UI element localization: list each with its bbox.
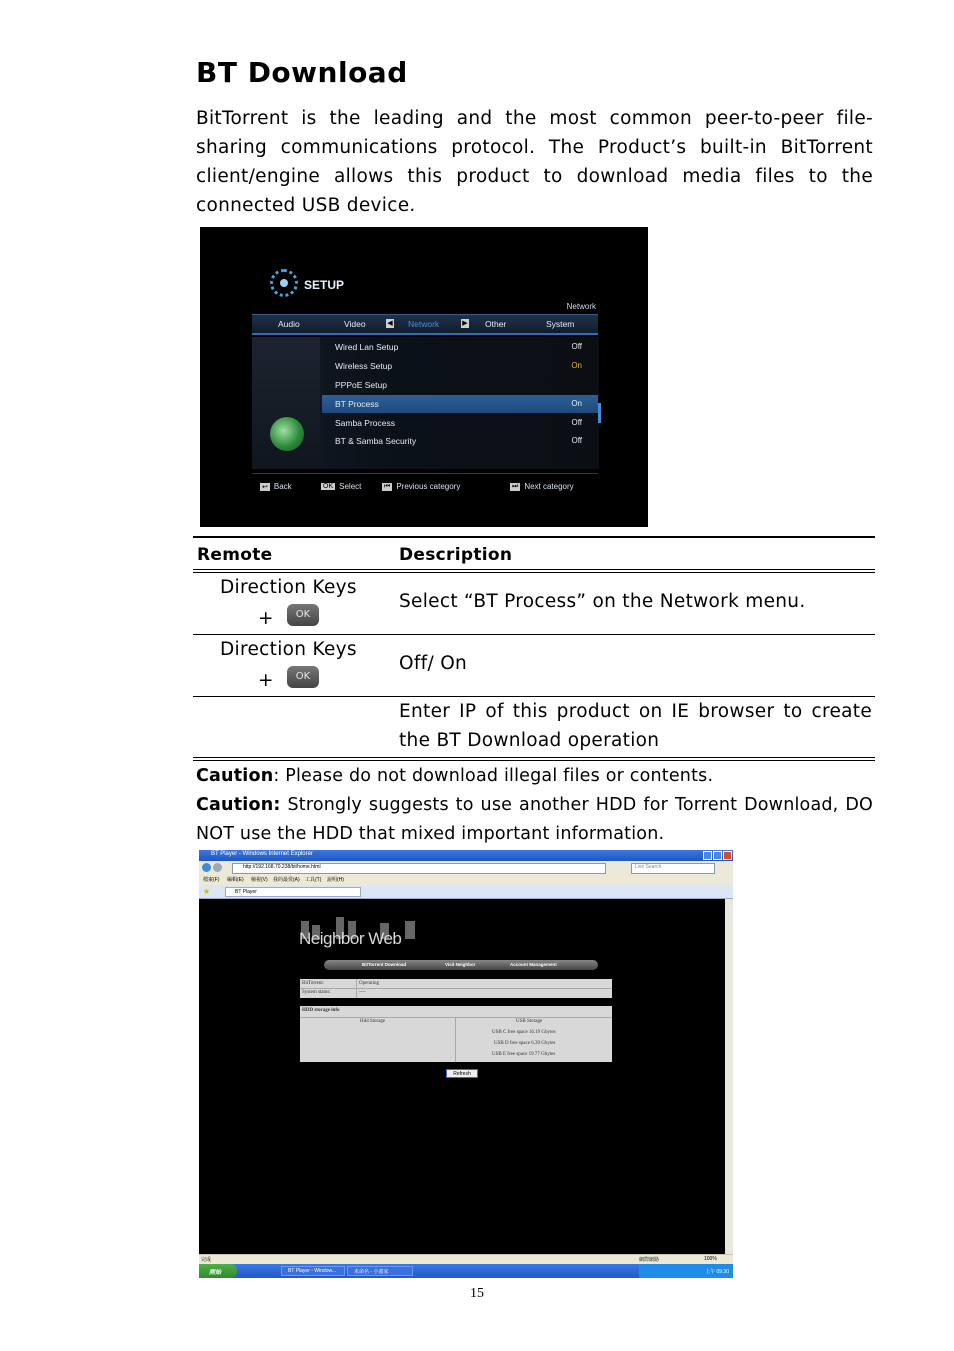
forward-arrow-icon[interactable] [213, 863, 222, 872]
row-label: PPPoE Setup [335, 380, 387, 390]
taskbar-item-paint[interactable] [347, 1266, 413, 1276]
chevron-left-icon: ◀ [387, 319, 393, 327]
page-heading: BT Download [196, 56, 408, 89]
windows-taskbar [199, 1264, 733, 1278]
minimize-icon[interactable] [703, 851, 712, 860]
browser-tab-bar [199, 885, 733, 899]
row2-description: Off/ On [399, 653, 468, 674]
table-bottom-rule [193, 757, 875, 758]
row-label: BT Process [335, 399, 379, 409]
caution-hdd [196, 791, 873, 849]
footer-next [510, 482, 574, 491]
zoom-level[interactable]: 100% [704, 1256, 717, 1262]
table-row-rule [193, 634, 875, 635]
setup-row-pppoe[interactable] [322, 376, 598, 394]
row3-description-line1: Enter IP of this product on IE browser to create [399, 701, 872, 722]
nav-bittorrent-download[interactable]: BitTorrent Download [362, 962, 407, 967]
row-value: On [571, 361, 582, 370]
browser-tab[interactable] [225, 887, 361, 897]
row2-remote: Direction Keys [220, 639, 357, 660]
row1-description: Select “BT Process” on the Network menu. [399, 591, 806, 612]
row1-plus: + [258, 608, 274, 629]
usb-space: USB E free space 19.77 Gbytes [492, 1052, 556, 1057]
row-value: On [571, 399, 582, 408]
nav-visit-neighbor[interactable]: Visit Neighbor [445, 962, 476, 967]
row-label: Wireless Setup [335, 361, 393, 371]
setup-row-bt-samba-security[interactable] [322, 432, 598, 450]
search-placeholder: Live Search [635, 864, 662, 870]
network-globe-icon [270, 417, 304, 451]
next-icon: ⏭ [512, 482, 519, 490]
setup-row-wired-lan[interactable] [322, 338, 598, 356]
table-row-rule [193, 696, 875, 697]
row-value: Off [571, 342, 582, 351]
table-header-description: Description [399, 545, 513, 565]
search-input[interactable] [631, 863, 715, 874]
row1-remote: Direction Keys [220, 577, 357, 598]
menu-favorites[interactable]: 我的最愛(A) [273, 877, 300, 883]
neighbor-web-logo: Neighbor Web [299, 929, 402, 948]
caution-label: Caution [196, 766, 274, 786]
footer-next-label: Next category [524, 482, 574, 491]
ok-icon: OK [323, 483, 334, 491]
taskbar-item-browser[interactable] [281, 1266, 345, 1276]
status-value: Operating [359, 981, 379, 986]
menu-tools[interactable]: 工具(T) [305, 877, 322, 883]
menu-file[interactable]: 檔案(F) [203, 877, 220, 883]
row3-description-line2: the BT Download operation [399, 730, 660, 751]
table-header-remote: Remote [197, 545, 273, 565]
browser-window-title: BT Player - Windows Internet Explorer [211, 851, 313, 857]
status-label: System status: [302, 990, 331, 995]
footer-previous [382, 482, 460, 491]
favorites-star-icon[interactable]: ★ [203, 887, 211, 896]
start-button[interactable] [199, 1264, 237, 1278]
caution-text: : Please do not download illegal files or contents. [273, 766, 714, 786]
close-icon[interactable] [723, 851, 732, 860]
ok-button-icon: OK [287, 604, 319, 626]
status-label: BitTorrent: [302, 981, 325, 986]
setup-scrollbar[interactable] [598, 403, 601, 423]
page-number: 15 [470, 1286, 484, 1301]
setup-row-wireless[interactable] [322, 357, 598, 375]
status-zone: 網際網路 [639, 1257, 660, 1263]
url-text: http://192.168.70.238/bt/home.html [243, 864, 321, 870]
browser-address-bar [199, 861, 733, 875]
menu-help[interactable]: 說明(H) [327, 877, 344, 883]
caution-text: Strongly suggests to use another HDD for Torrent Download, DO NOT use the HDD that mixed important information. [196, 795, 873, 844]
footer-select [321, 482, 361, 491]
hdd-title: HDD storage info [302, 1008, 340, 1013]
back-icon: ↩ [262, 483, 268, 491]
taskbar-item-label: BT Player - Window... [288, 1268, 336, 1274]
row2-plus: + [258, 670, 274, 691]
refresh-button[interactable]: Refresh [446, 1069, 478, 1078]
tab-other[interactable]: Other [485, 319, 507, 329]
tab-audio[interactable]: Audio [278, 319, 300, 329]
caution-label: Caution: [196, 795, 281, 815]
setup-row-bt-process[interactable] [322, 395, 598, 413]
table-bottom-rule-2 [193, 760, 875, 761]
menu-view[interactable]: 檢視(V) [251, 877, 268, 883]
table-header-rule [193, 569, 875, 570]
footer-back [260, 482, 292, 491]
hdd-table [300, 1006, 612, 1062]
clock: 上午 09:30 [705, 1269, 729, 1275]
caution-illegal-files [196, 762, 873, 791]
maximize-icon[interactable] [713, 851, 722, 860]
browser-scrollbar[interactable] [725, 899, 733, 1254]
hdd-header: Hdd Storage [360, 1019, 386, 1024]
setup-breadcrumb: Network [566, 302, 596, 311]
status-done: 完成 [201, 1257, 212, 1263]
neighbor-nav [324, 960, 598, 970]
status-value: ---- [359, 990, 366, 995]
browser-tab-label: BT Player [235, 889, 257, 895]
row-label: Samba Process [335, 418, 395, 428]
status-table [300, 979, 612, 998]
setup-row-samba[interactable] [322, 414, 598, 432]
back-arrow-icon[interactable] [202, 863, 211, 872]
previous-icon: ⏮ [384, 482, 391, 490]
footer-back-label: Back [273, 482, 292, 491]
nav-account-management[interactable]: Account Management [510, 962, 557, 967]
row-value: Off [571, 436, 582, 445]
usb-space: USB C free space 16.19 Gbytes [492, 1030, 556, 1035]
tab-network[interactable]: Network [408, 319, 440, 329]
tab-video[interactable]: Video [344, 319, 366, 329]
chevron-right-icon: ▶ [462, 319, 468, 327]
footer-select-label: Select [339, 482, 362, 491]
row-value: Off [571, 418, 582, 427]
setup-title: SETUP [304, 278, 345, 292]
row-label: Wired Lan Setup [335, 342, 399, 352]
url-input[interactable] [232, 863, 606, 874]
ok-button-icon: OK [287, 666, 319, 688]
browser-page [200, 899, 725, 1254]
menu-edit[interactable]: 編輯(E) [227, 877, 244, 883]
tab-system[interactable]: System [546, 319, 575, 329]
taskbar-item-label: 未命名 - 小畫家 [354, 1269, 389, 1275]
usb-space: USB D free space 6.39 Gbytes [494, 1041, 556, 1046]
browser-title-bar [199, 850, 733, 861]
setup-screenshot [200, 227, 648, 527]
system-tray [639, 1264, 733, 1278]
footer-previous-label: Previous category [396, 482, 461, 491]
browser-screenshot [199, 850, 733, 1278]
table-header-rule-2 [193, 572, 875, 573]
intro-paragraph: BitTorrent is the leading and the most common peer-to-peer file-sharing communications protocol. The Product’s built-in BitTorrent client/engine allows this product to download media files to the connected USB device. [196, 108, 873, 216]
table-top-rule [193, 536, 875, 538]
setup-tab-bar [252, 314, 598, 335]
gear-icon [270, 269, 298, 297]
usb-header: USB Storage [516, 1019, 543, 1024]
row-label: BT & Samba Security [335, 436, 417, 446]
start-label: 開始 [209, 1270, 222, 1276]
